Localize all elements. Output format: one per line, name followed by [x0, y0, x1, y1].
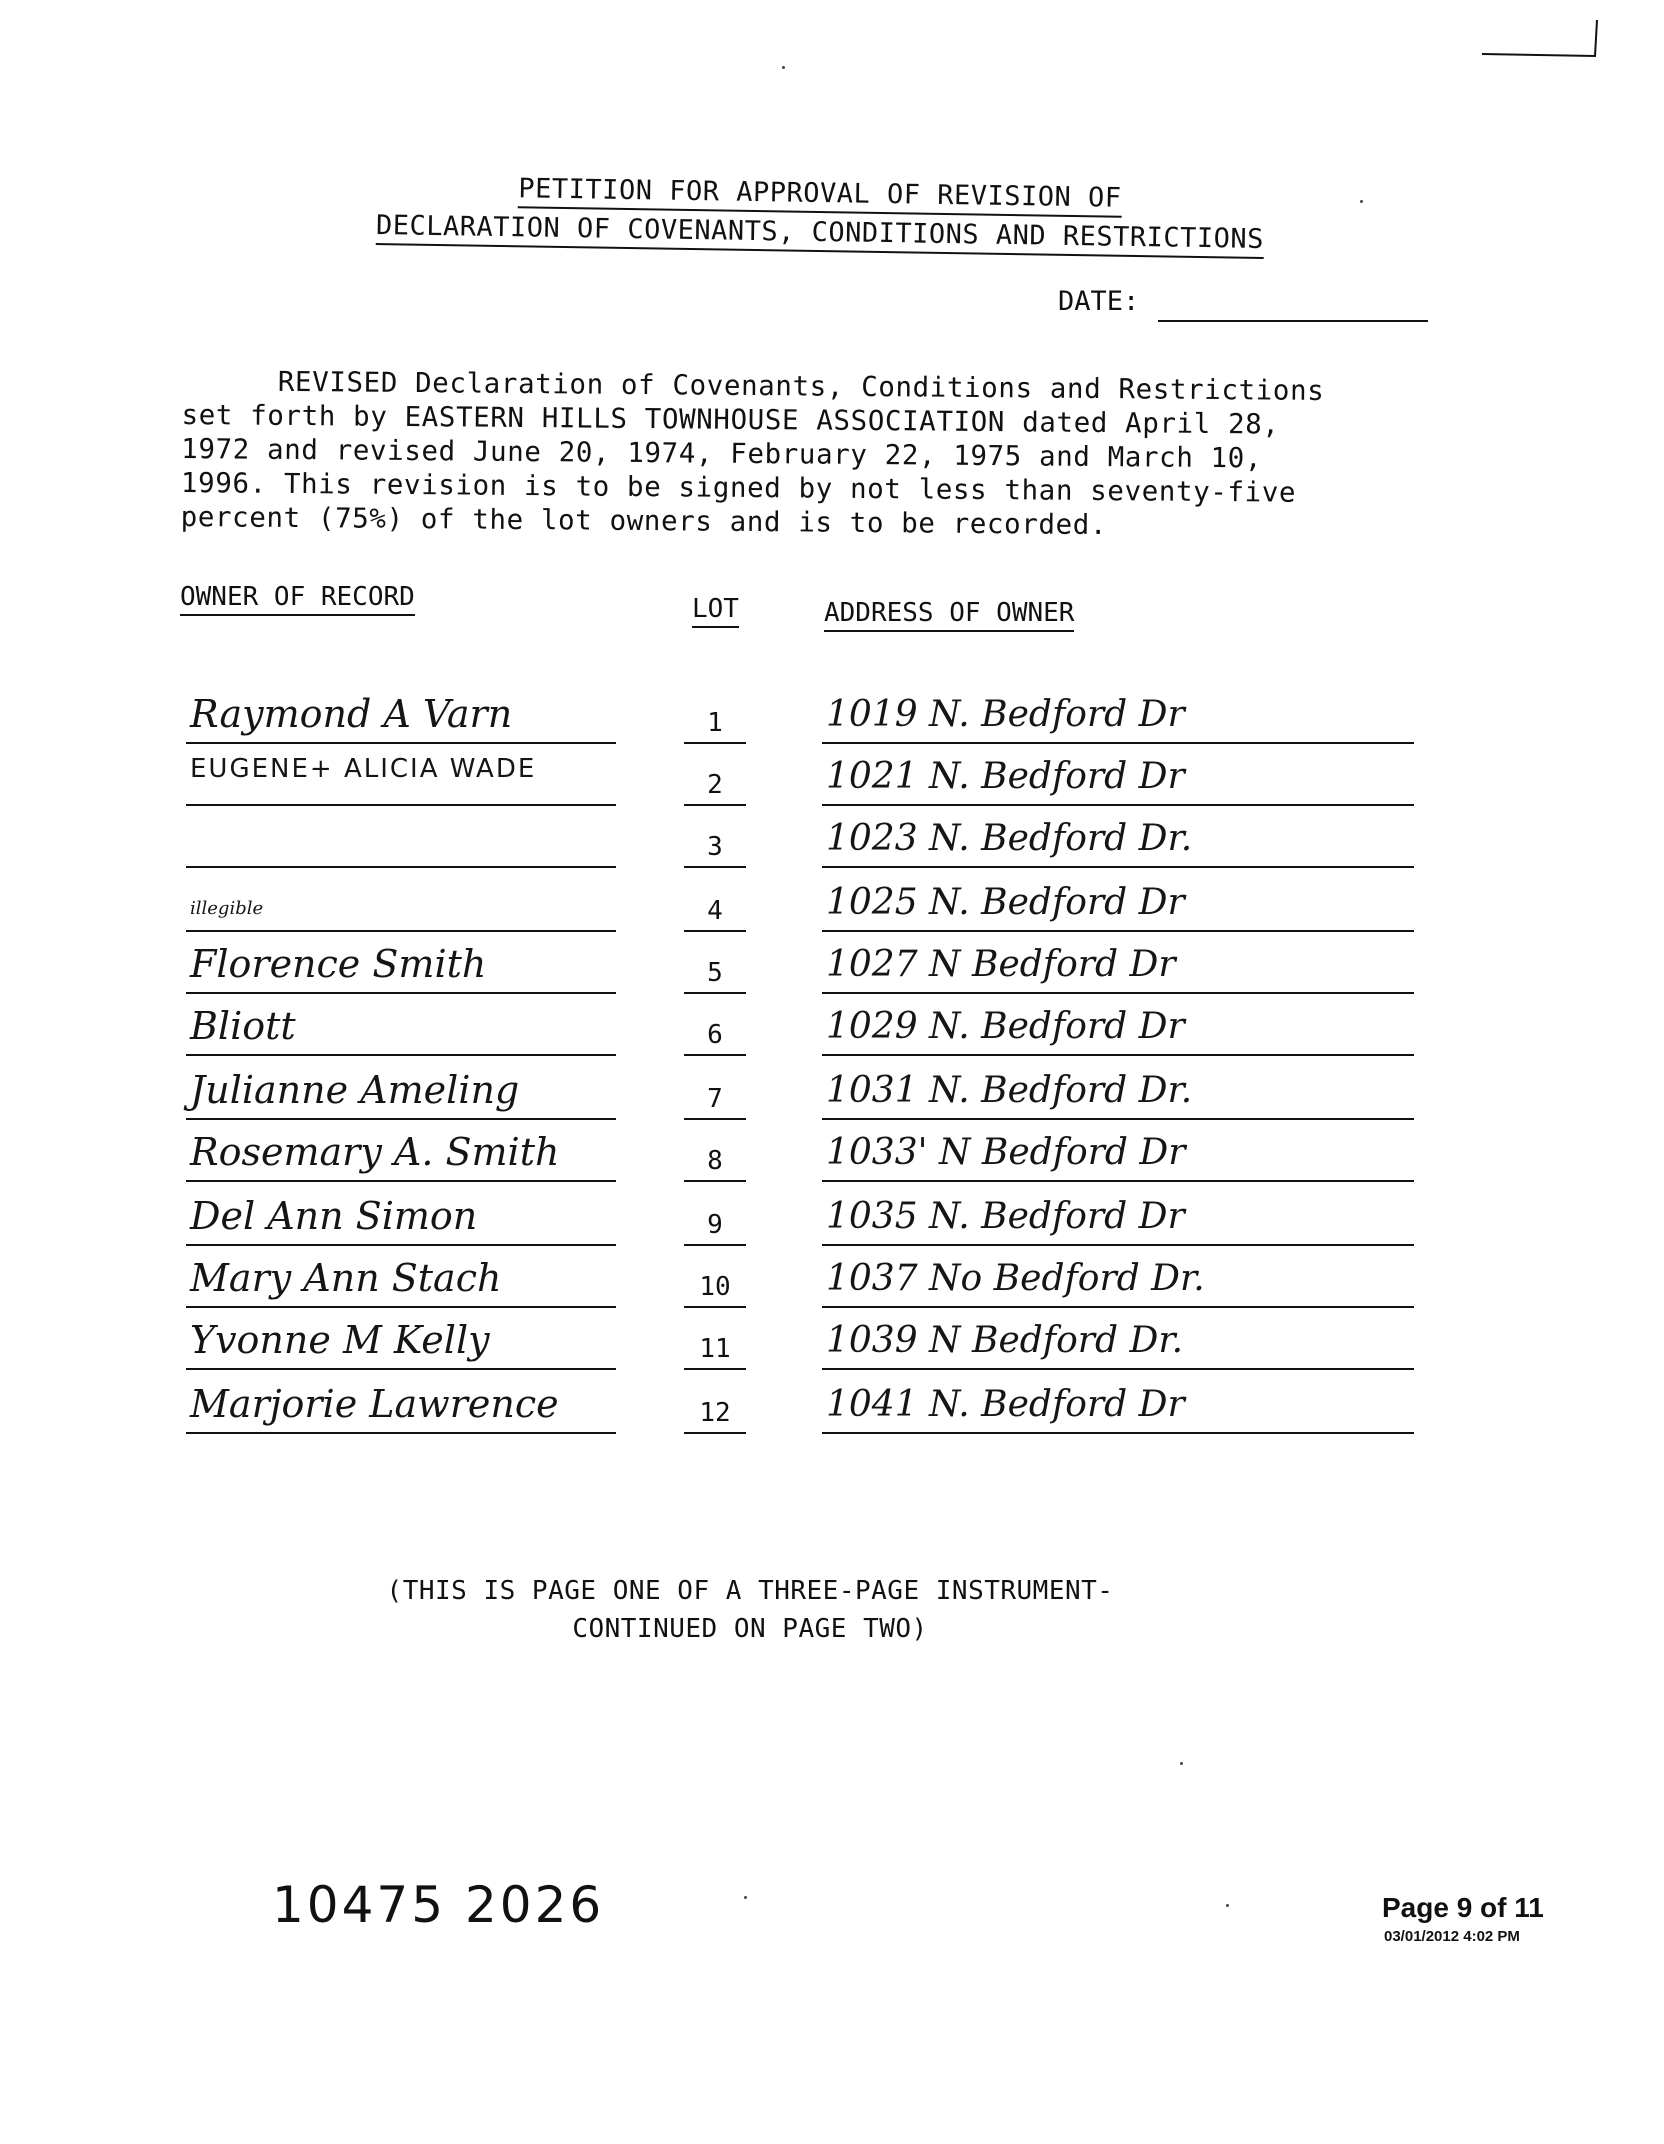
address-line: [822, 1244, 1414, 1246]
owner-address: 1027 N Bedford Dr: [826, 944, 1176, 985]
owner-signature-line: [186, 992, 616, 994]
scan-speck: [1180, 1762, 1183, 1765]
address-column-header: ADDRESS OF OWNER: [824, 598, 1074, 628]
lot-line: [684, 804, 746, 806]
lot-number: 1: [707, 708, 723, 738]
paragraph-line: set forth by EASTERN HILLS TOWNHOUSE ASSOCIATION dated April 28,: [181, 398, 1280, 441]
lot-line: [684, 1368, 746, 1370]
lot-number: 6: [707, 1020, 723, 1050]
address-line: [822, 1180, 1414, 1182]
scan-speck: [744, 1896, 747, 1899]
owner-signature: Yvonne M Kelly: [190, 1318, 490, 1362]
owner-signature: EUGENE+ ALICIA WADE: [190, 754, 537, 784]
table-row: [0, 1314, 1664, 1374]
scan-speck: [782, 66, 785, 69]
table-row: [0, 1064, 1664, 1124]
address-line: [822, 742, 1414, 744]
table-row: [0, 1190, 1664, 1250]
owner-signature-line: [186, 804, 616, 806]
print-timestamp: 03/01/2012 4:02 PM: [1384, 1928, 1520, 1945]
paragraph-line: percent (75%) of the lot owners and is to be recorded.: [180, 500, 1108, 542]
owner-address: 1033' N Bedford Dr: [826, 1132, 1186, 1173]
continuation-note-line-2: CONTINUED ON PAGE TWO): [572, 1614, 928, 1644]
address-line: [822, 1054, 1414, 1056]
owner-signature: [190, 816, 650, 868]
table-row: [0, 1126, 1664, 1186]
owner-signature-line: [186, 1180, 616, 1182]
address-line: [822, 992, 1414, 994]
address-line: [822, 1118, 1414, 1120]
address-line: [822, 1306, 1414, 1308]
continuation-note: [250, 1572, 1250, 1648]
lot-number: 12: [699, 1398, 731, 1428]
paragraph-line: 1996. This revision is to be signed by not less than seventy-five: [180, 466, 1297, 509]
table-row: [0, 688, 1664, 748]
lot-number: 5: [707, 958, 723, 988]
owner-signature: Mary Ann Stach: [190, 1256, 502, 1300]
lot-line: [684, 1054, 746, 1056]
address-line: [822, 930, 1414, 932]
owner-address: 1035 N. Bedford Dr: [826, 1196, 1185, 1237]
lot-line: [684, 866, 746, 868]
owner-signature-line: [186, 1054, 616, 1056]
address-line: [822, 804, 1414, 806]
title-line-1: PETITION FOR APPROVAL OF REVISION OF: [518, 173, 1122, 217]
table-row: [0, 1252, 1664, 1312]
scan-speck: [1226, 1904, 1229, 1907]
lot-line: [684, 1180, 746, 1182]
owner-signature-line: [186, 1244, 616, 1246]
owner-address: 1029 N. Bedford Dr: [826, 1006, 1185, 1047]
lot-line: [684, 1118, 746, 1120]
address-line: [822, 866, 1414, 868]
lot-number: 2: [707, 770, 723, 800]
table-row: [0, 1000, 1664, 1060]
owner-address: 1041 N. Bedford Dr: [826, 1384, 1185, 1425]
owner-signature-line: [186, 1368, 616, 1370]
address-line: [822, 1432, 1414, 1434]
table-row: [0, 812, 1664, 872]
scan-speck: [1360, 200, 1363, 203]
lot-line: [684, 930, 746, 932]
lot-number: 4: [707, 896, 723, 926]
lot-line: [684, 1244, 746, 1246]
table-row: [0, 750, 1664, 810]
owner-column-header: OWNER OF RECORD: [180, 582, 415, 612]
lot-line: [684, 1432, 746, 1434]
lot-number: 8: [707, 1146, 723, 1176]
lot-column-header: LOT: [692, 594, 739, 624]
table-row: [0, 876, 1664, 936]
lot-number: 11: [699, 1334, 731, 1364]
title-line-2: DECLARATION OF COVENANTS, CONDITIONS AND RESTRICTIONS: [376, 210, 1264, 259]
owner-signature: Raymond A Varn: [190, 692, 513, 736]
owner-signature-line: [186, 866, 616, 868]
continuation-note-line-1: (THIS IS PAGE ONE OF A THREE-PAGE INSTRUMENT-: [386, 1576, 1114, 1606]
table-row: [0, 1378, 1664, 1438]
book-page-number: 10475 2026: [272, 1876, 605, 1934]
owner-signature-line: [186, 930, 616, 932]
lot-number: 7: [707, 1084, 723, 1114]
owner-signature-line: [186, 742, 616, 744]
owner-signature: Marjorie Lawrence: [190, 1382, 559, 1426]
lot-line: [684, 1306, 746, 1308]
owner-address: 1025 N. Bedford Dr: [826, 882, 1185, 923]
owner-signature: Rosemary A. Smith: [190, 1130, 560, 1174]
address-line: [822, 1368, 1414, 1370]
page-indicator: Page 9 of 11: [1382, 1892, 1544, 1923]
owner-signature: Del Ann Simon: [190, 1194, 478, 1238]
declaration-paragraph: [181, 364, 1452, 545]
lot-line: [684, 992, 746, 994]
lot-number: 10: [699, 1272, 731, 1302]
owner-signature-line: [186, 1306, 616, 1308]
owner-signature: illegible: [190, 898, 264, 919]
paragraph-line: REVISED Declaration of Covenants, Conditions and Restrictions: [277, 365, 1325, 407]
owner-signature: Bliott: [190, 1004, 296, 1048]
table-row: [0, 938, 1664, 998]
owner-signature-line: [186, 1432, 616, 1434]
owner-address: 1019 N. Bedford Dr: [826, 694, 1185, 735]
document-title: [300, 173, 1340, 255]
owner-address: 1023 N. Bedford Dr.: [826, 818, 1193, 859]
date-label: DATE:: [1058, 286, 1140, 317]
owner-signature: Florence Smith: [190, 942, 487, 986]
date-field-line: [1158, 320, 1428, 322]
owner-address: 1031 N. Bedford Dr.: [826, 1070, 1193, 1111]
owner-signature-line: [186, 1118, 616, 1120]
owner-signature: Julianne Ameling: [190, 1068, 520, 1112]
paragraph-line: 1972 and revised June 20, 1974, February 22, 1975 and March 10,: [181, 432, 1263, 475]
corner-mark: [1480, 18, 1600, 68]
owner-address: 1039 N Bedford Dr.: [826, 1320, 1184, 1361]
lot-line: [684, 742, 746, 744]
lot-number: 3: [707, 832, 723, 862]
owner-address: 1037 No Bedford Dr.: [826, 1258, 1205, 1299]
lot-number: 9: [707, 1210, 723, 1240]
owner-address: 1021 N. Bedford Dr: [826, 756, 1185, 797]
